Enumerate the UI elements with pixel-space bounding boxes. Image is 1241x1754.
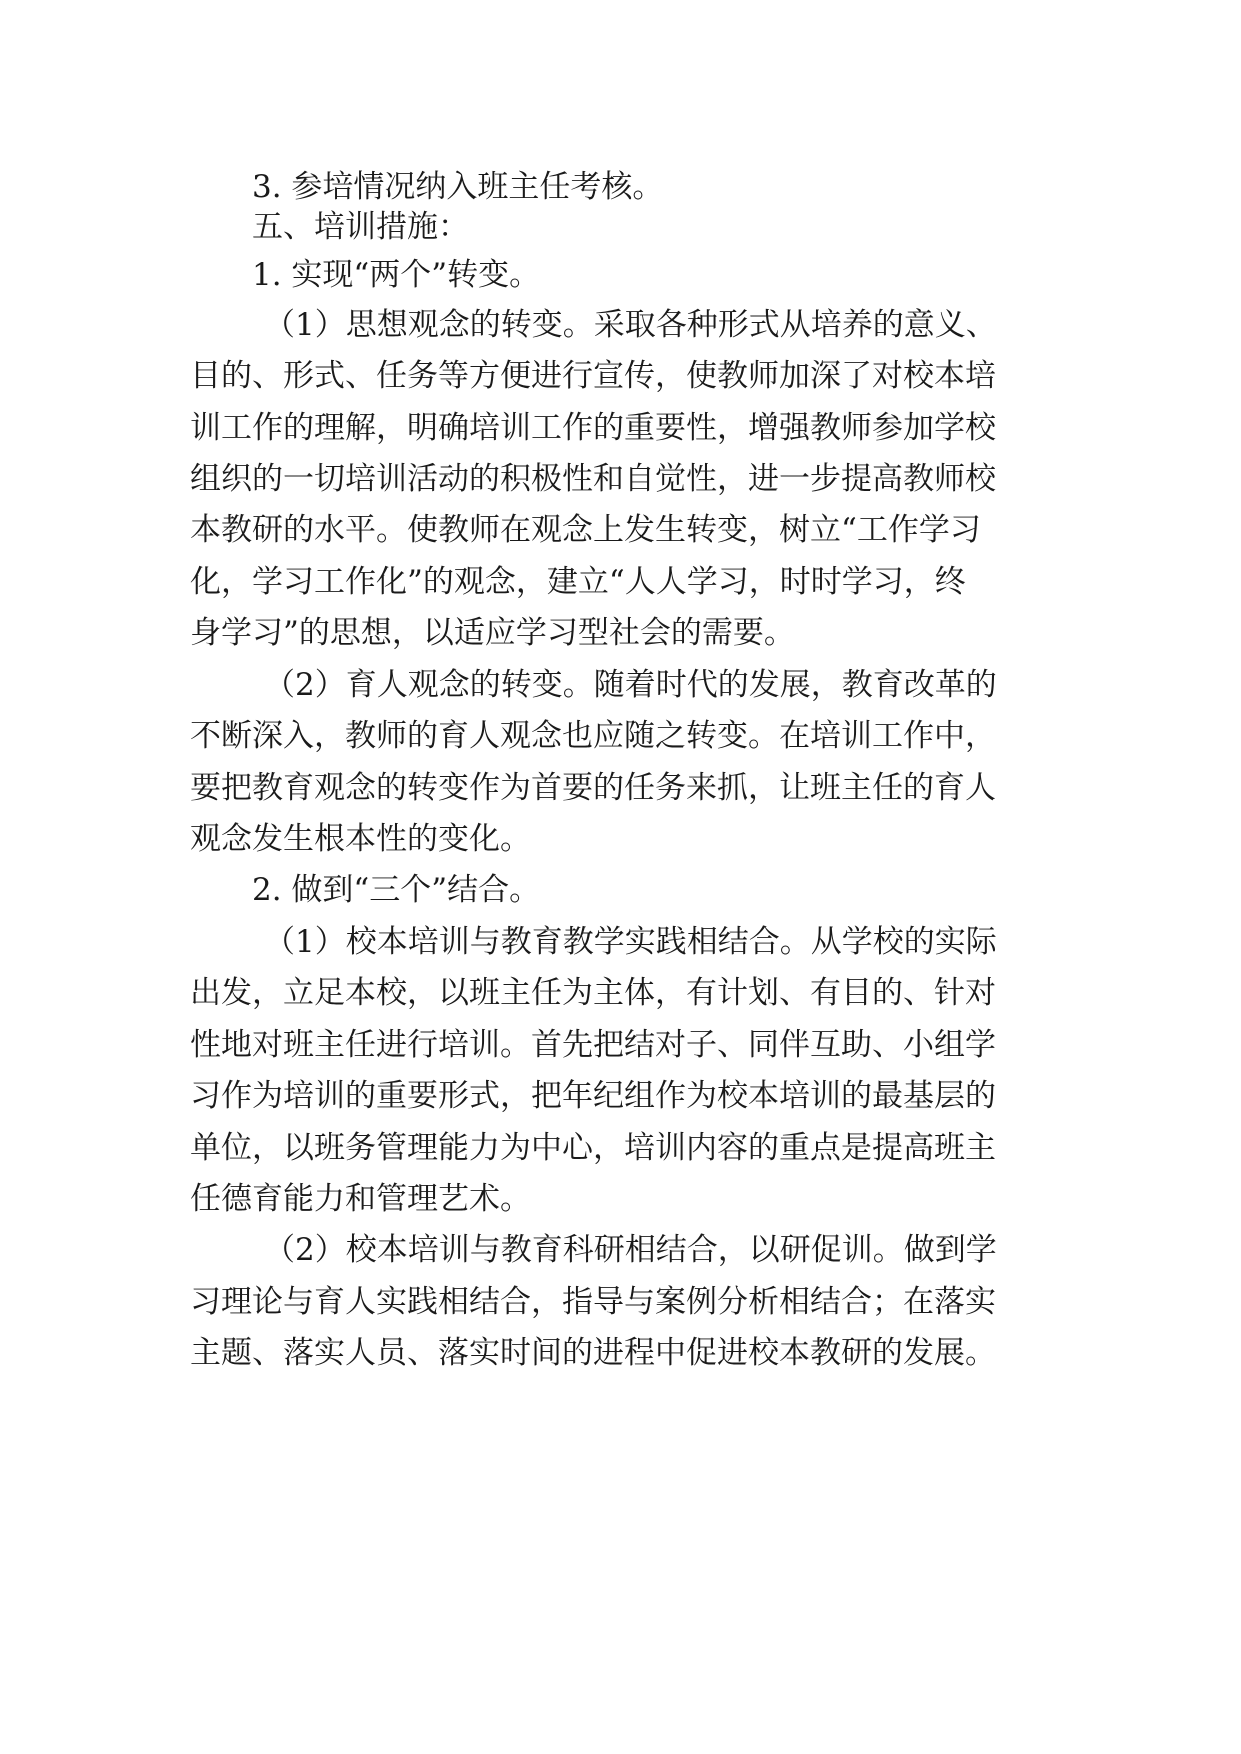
paragraph-line: 训工作的理解，明确培训工作的重要性，增强教师参加学校 <box>190 410 996 446</box>
numbered-item-2: 2. 做到“三个”结合。 <box>252 872 541 908</box>
paragraph-line: 身学习”的思想，以适应学习型社会的需要。 <box>190 615 795 651</box>
paragraph-line: 性地对班主任进行培训。首先把结对子、同伴互助、小组学 <box>190 1027 996 1063</box>
paragraph-line: 不断深入，教师的育人观念也应随之转变。在培训工作中， <box>190 718 996 754</box>
numbered-item-3: 3. 参培情况纳入班主任考核。 <box>252 169 664 205</box>
paragraph-line: 组织的一切培训活动的积极性和自觉性，进一步提高教师校 <box>190 461 996 497</box>
paragraph-line: （2）校本培训与教育科研相结合，以研促训。做到学 <box>264 1232 997 1268</box>
paragraph-line: 习作为培训的重要形式，把年纪组作为校本培训的最基层的 <box>190 1078 996 1114</box>
paragraph-line: 单位，以班务管理能力为中心，培训内容的重点是提高班主 <box>190 1130 996 1166</box>
paragraph-line: 化，学习工作化”的观念，建立“人人学习，时时学习，终 <box>190 564 966 600</box>
paragraph-line: 主题、落实人员、落实时间的进程中促进校本教研的发展。 <box>190 1335 996 1371</box>
paragraph-line: 目的、形式、任务等方便进行宣传，使教师加深了对校本培 <box>190 358 996 394</box>
paragraph-line: 习理论与育人实践相结合，指导与案例分析相结合；在落实 <box>190 1284 996 1320</box>
paragraph-line: （2）育人观念的转变。随着时代的发展，教育改革的 <box>264 667 997 703</box>
paragraph-line: 任德育能力和管理艺术。 <box>190 1181 531 1217</box>
numbered-item-1: 1. 实现“两个”转变。 <box>252 257 541 293</box>
paragraph-line: 观念发生根本性的变化。 <box>190 821 531 857</box>
paragraph-line: （1）校本培训与教育教学实践相结合。从学校的实际 <box>264 924 997 960</box>
paragraph-line: 出发，立足本校，以班主任为主体，有计划、有目的、针对 <box>190 975 996 1011</box>
paragraph-line: 本教研的水平。使教师在观念上发生转变，树立“工作学习 <box>190 512 981 548</box>
paragraph-line: （1）思想观念的转变。采取各种形式从培养的意义、 <box>264 307 997 343</box>
paragraph-line: 要把教育观念的转变作为首要的任务来抓，让班主任的育人 <box>190 770 996 806</box>
section-heading: 五、培训措施： <box>252 209 469 245</box>
